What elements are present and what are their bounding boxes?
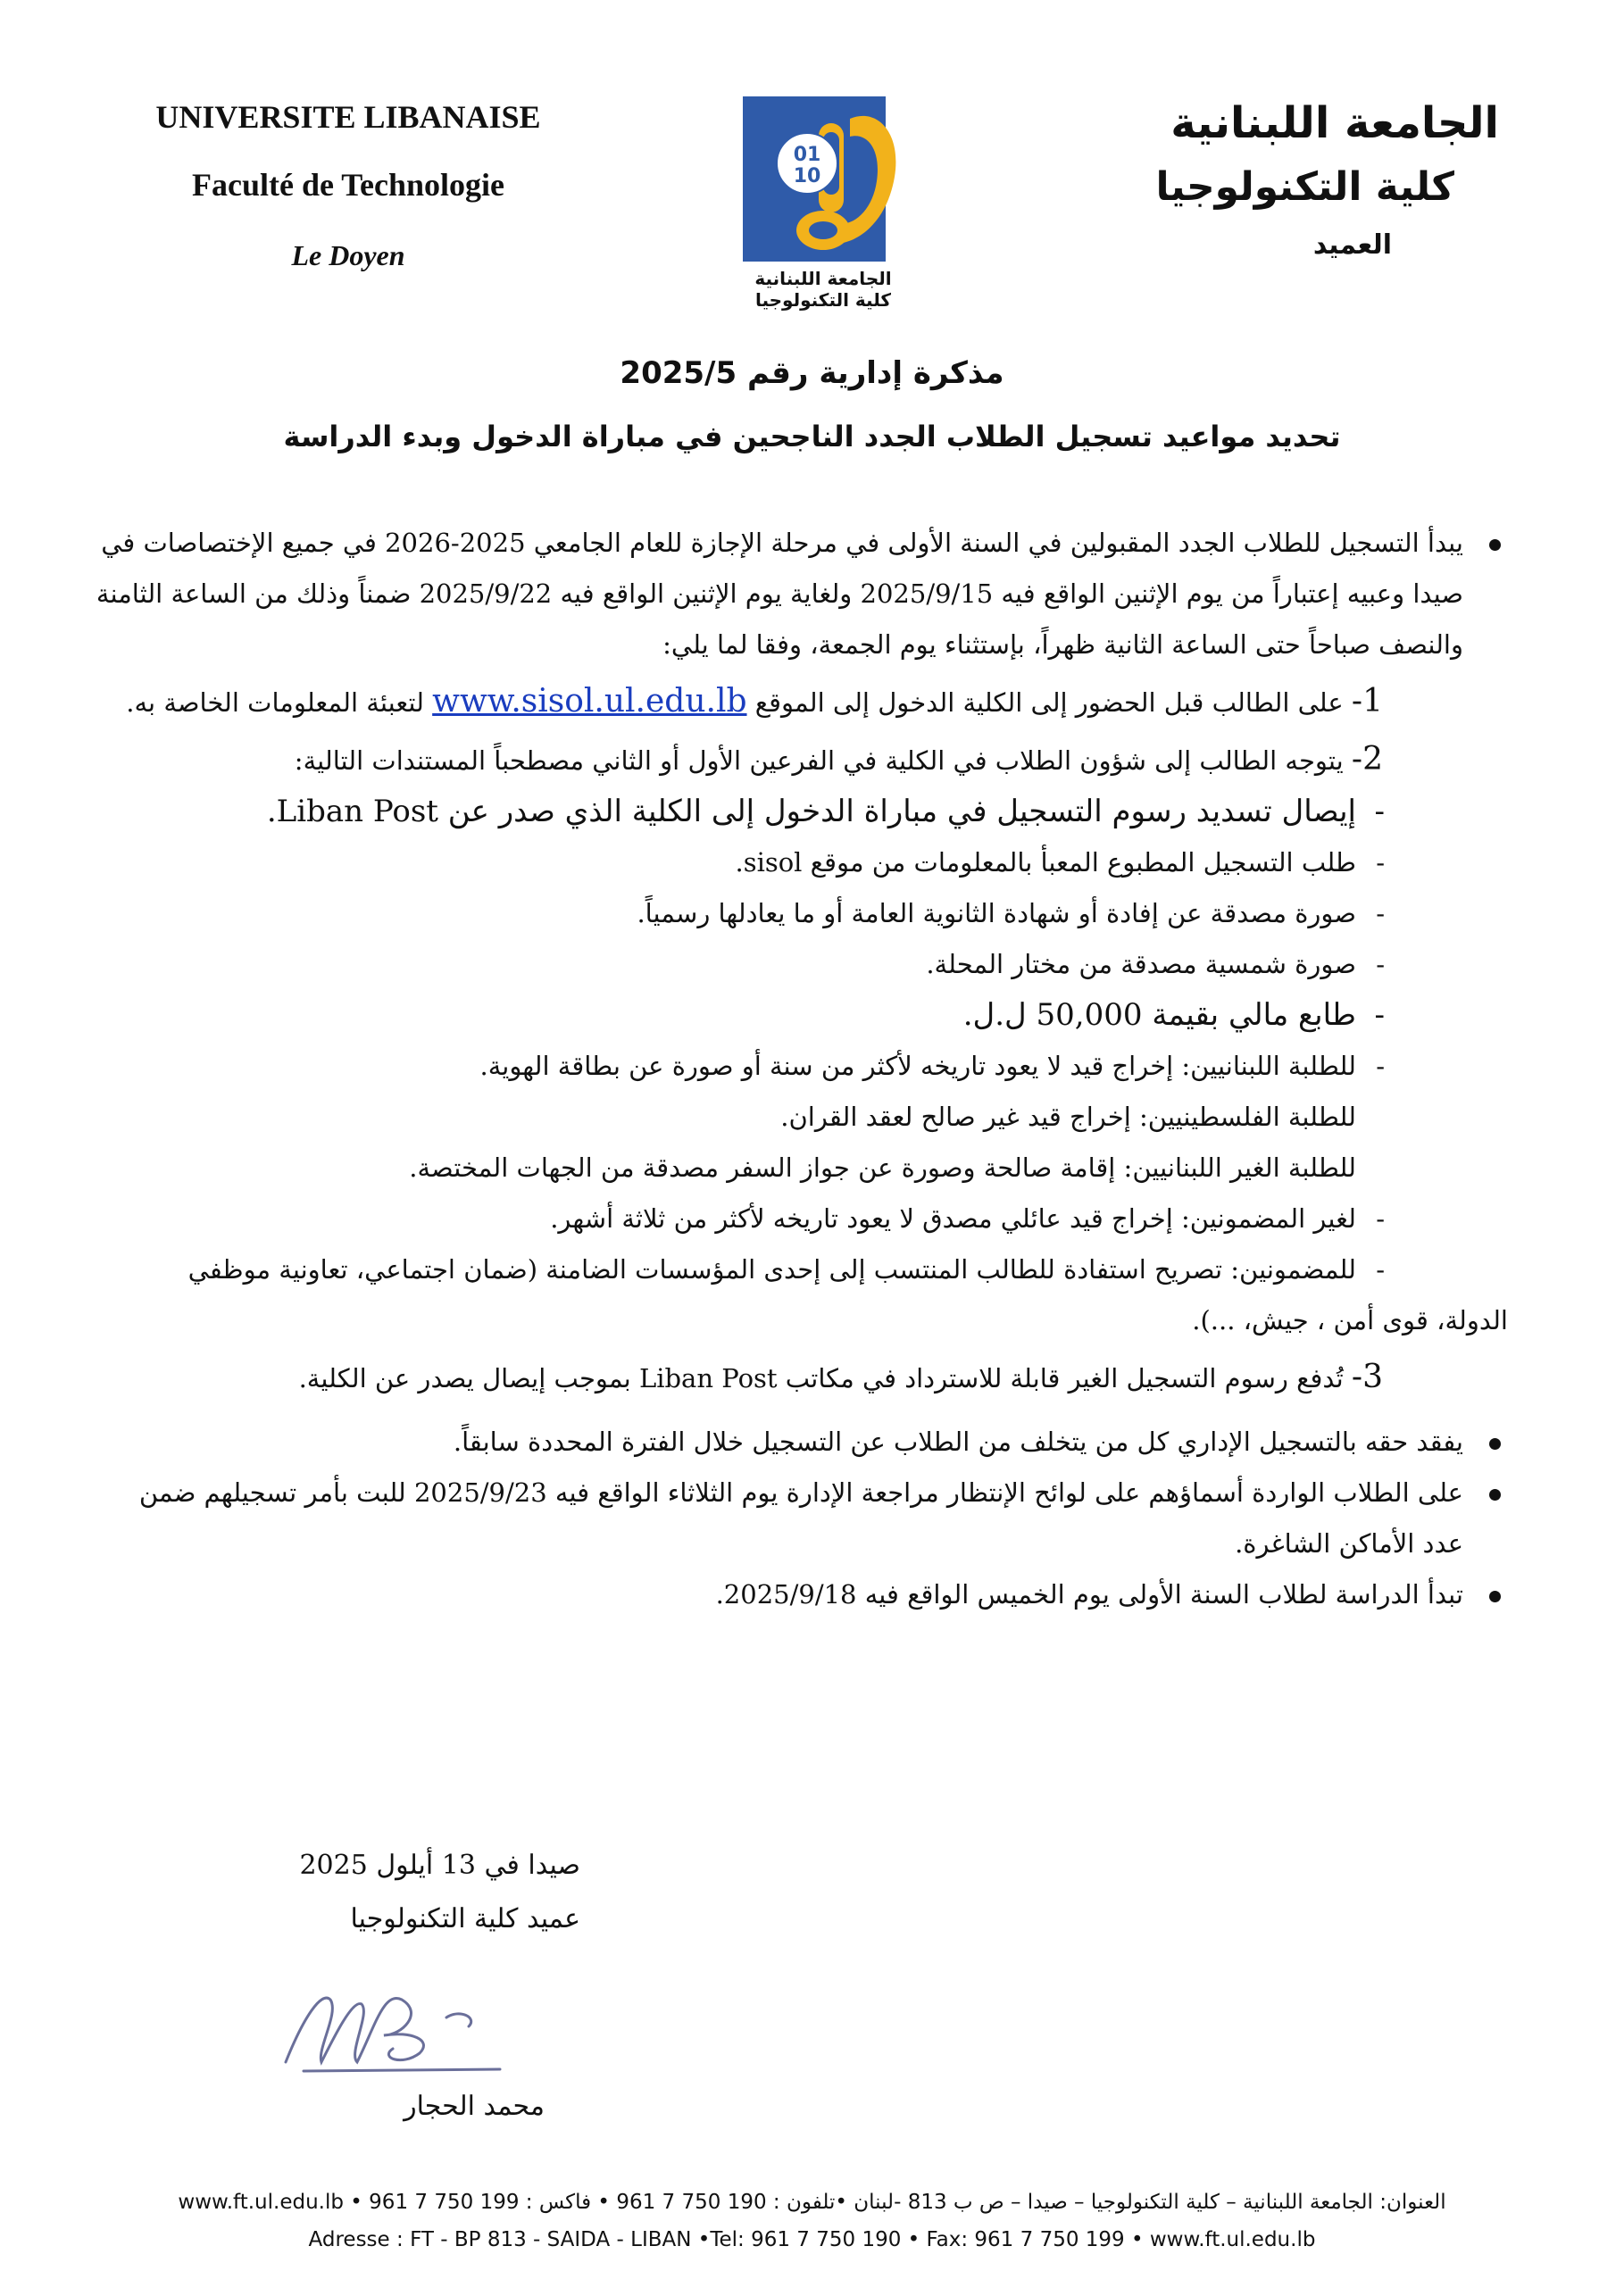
sisol-link[interactable]: www.sisol.ul.edu.lb [432, 683, 747, 720]
bullet-registration-period: يبدأ التسجيل للطلاب الجدد المقبولين في السنة الأولى في مرحلة الإجازة للعام الجامعي 2025-2026 في جميع الإختصاصات في صيدا وعبيه إعتباراً من يوم الإثنين الواقع فيه 2025/9/15 ولغاية يوم الإثنين الواقع فيه 2025/9/22 ضمناً وذلك من الساعة الثامنة والنصف صباحاً حتى الساعة الثانية ظهراً، بإستثناء يوم الجمعة، وفقا لما يلي: [94, 518, 1508, 670]
signoff-title: عميد كلية التكنولوجيا [350, 1903, 580, 1934]
doc-item: - صورة مصدقة عن إفادة أو شهادة الثانوية العامة أو ما يعادلها رسمياً. [94, 888, 1508, 939]
footer-arabic: العنوان: الجامعة اللبنانية – كلية التكنولوجيا – صيدا – ص ب 813 -لبنان •تلفون : 190 750 7 961 • فاكس : 199 750 7 961 • www.ft.ul.edu.lb [178, 2191, 1446, 2214]
faculty-name-fr: Faculté de Technologie [192, 167, 504, 203]
university-logo-icon [734, 96, 912, 293]
doc-item: - للمضمونين: تصريح استفادة للطالب المنتسب إلى إحدى المؤسسات الضامنة (ضمان اجتماعي، تعاونية موظفي [94, 1244, 1508, 1295]
faculty-name-ar: كلية التكنولوجيا [1155, 164, 1454, 210]
header-right [1035, 98, 1499, 261]
bullet-late-registration: يفقد حقه بالتسجيل الإداري كل من يتخلف من الطلاب عن التسجيل خلال الفترة المحددة سابقاً. [94, 1417, 1508, 1468]
item-1: 1- على الطالب قبل الحضور إلى الكلية الدخول إلى الموقع www.sisol.ul.edu.lb لتعبئة المعلومات الخاصة به. [126, 683, 1383, 720]
bullet-waiting-list: على الطلاب الواردة أسماؤهم على لوائح الإنتظار مراجعة الإدارة يوم الثلاثاء الواقع فيه 2025/9/23 للبت بأمر تسجيلهم ضمن عدد الأماكن الشاغرة. [94, 1468, 1508, 1569]
signoff-date: صيدا في 13 أيلول 2025 [299, 1850, 580, 1881]
footer-french: Adresse : FT - BP 813 - SAIDA - LIBAN •Tel: 961 7 750 190 • Fax: 961 7 750 199 • www.ft.ul.edu.lb [308, 2228, 1316, 2251]
university-name-fr: UNIVERSITE LIBANAISE [155, 99, 541, 135]
doc-item: - إيصال تسديد رسوم التسجيل في مباراة الدخول إلى الكلية الذي صدر عن Liban Post. [94, 786, 1508, 837]
memo-title: تحديد مواعيد تسجيل الطلاب الجدد الناجحين في مباراة الدخول وبدء الدراسة [283, 420, 1341, 453]
doc-item: - صورة شمسية مصدقة من مختار المحلة. [94, 939, 1508, 990]
signoff-name: محمد الحجار [404, 2091, 545, 2122]
doc-subline: الدولة، قوى أمن ، جيش، ...). [1192, 1305, 1508, 1335]
handwritten-signature [268, 1964, 527, 2089]
dean-title-ar: العميد [1312, 229, 1392, 261]
memo-number: مذكرة إدارية رقم 2025/5 [620, 355, 1004, 391]
svg-text:10: 10 [793, 165, 821, 187]
logo-caption: الجامعة اللبنانية كلية التكنولوجيا [754, 268, 892, 311]
item-2: 2- يتوجه الطالب إلى شؤون الطلاب في الكلية في الفرعين الأول أو الثاني مصطحباً المستندات التالية: [294, 741, 1383, 778]
item-3: 3- تُدفع رسوم التسجيل الغير قابلة للاسترداد في مكاتب Liban Post بموجب إيصال يصدر عن الكلية. [298, 1359, 1383, 1395]
doc-item: - لغير المضمونين: إخراج قيد عائلي مصدق لا يعود تاريخه لأكثر من ثلاثة أشهر. [94, 1194, 1508, 1244]
header-left [116, 98, 580, 272]
doc-subline: للطلبة الغير اللبنانيين: إقامة صالحة وصورة عن جواز السفر مصدقة من الجهات المختصة. [409, 1152, 1356, 1183]
svg-text:01: 01 [793, 144, 821, 166]
memo-body [94, 518, 1508, 1620]
dean-title-fr: Le Doyen [291, 239, 405, 271]
doc-item: - طلب التسجيل المطبوع المعبأ بالمعلومات من موقع sisol. [94, 837, 1508, 888]
doc-subline: للطلبة الفلسطينيين: إخراج قيد غير صالح لعقد القران. [780, 1102, 1356, 1132]
doc-item: - للطلبة اللبنانيين: إخراج قيد لا يعود تاريخه لأكثر من سنة أو صورة عن بطاقة الهوية. [94, 1041, 1508, 1092]
doc-item: - طابع مالي بقيمة 50,000 ل.ل. [94, 990, 1508, 1041]
university-name-ar: الجامعة اللبنانية [1170, 98, 1499, 148]
bullet-classes-start: تبدأ الدراسة لطلاب السنة الأولى يوم الخميس الواقع فيه 2025/9/18. [94, 1569, 1508, 1620]
footer [0, 2184, 1624, 2259]
